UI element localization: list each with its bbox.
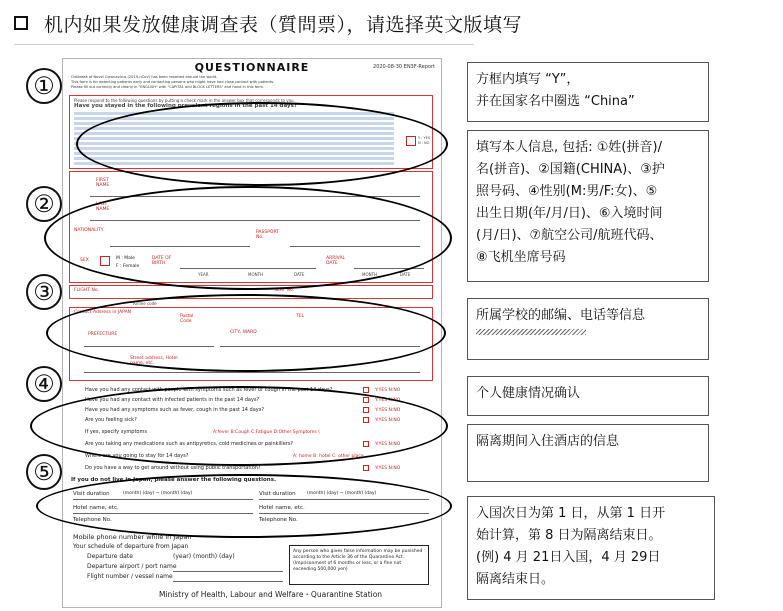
oval-questions xyxy=(30,386,448,466)
step-number-5: ⑤ xyxy=(26,454,62,490)
squiggle-underline xyxy=(476,329,586,335)
annotation-health: 个人健康情况确认 xyxy=(467,376,709,416)
oval-contact xyxy=(46,294,446,372)
step-number-2: ② xyxy=(26,186,62,222)
oval-personal xyxy=(44,186,452,290)
annotation-personal: 填写本人信息, 包括: ①姓(拼音)/ 名(拼音)、②国籍(CHINA)、③护 照号码、④性别(M:男/F:女)、⑤ 出生日期(年/月/日)、⑥入境时间 (月/日)、⑦航空公司/航班代码、 ⑧飞机坐席号码 xyxy=(467,130,709,282)
form-title: QUESTIONNAIRE xyxy=(194,61,310,74)
annotation-hotel: 隔离期间入住酒店的信息 xyxy=(467,424,709,482)
contact-section: Contact Address in JAPAN Postal Code TEL PREFECTURE CITY, WARD Street address, Hotel name, etc. xyxy=(69,307,433,381)
annotation-quarantine: 入国次日为第 1 日，从第 1 日开 始计算，第 8 日为隔离结束日。 (例) 4 月 21日入国，4 月 29日 隔离结束日。 xyxy=(467,496,715,600)
questionnaire-form: QUESTIONNAIRE 2020-08-30 EN3F-Report Outbreak of Novel Coronavirus (2019-nCoV) has been reported around the world. This form is for detecting patients early and contacting persons who might have had close contact with patients. Please fill out correctly and clearly in "ENGLISH" with "CAPITAL and BLOCK LETTERS" and hand in this form. Please respond to the following questions by putting a check mark in the answer box that corresponds to you. Have you stayed in the following prevalent regions in the past 14 days? Y : YES N : NO FIRST NAME LAST NAME NATIONALITY PASSPORT No. SEX M : Male F : Female DATE OF BIRTH ARRIVAL DATE YEAR MONTH DATE MONTH DATE FLIGHT No. SEAT No. Airline code Contact Address in JAPAN Postal Code TEL PREFECTURE CITY, WARD Street address, Hotel name, etc. Have you had any contact with people with symptoms such as fever or cough in the past 14 days? Y:YES N:NO Have you had any contact with infected patients in the past 14 days? Y:YES N:NO Have you had any symptoms such as fever, cough in the past 14 days? Y:YES N:NO Are you feeling sick? Y:YES N:NO If yes, specify symptoms A:fever B:Cough C:Fatigue D:Other Symptoms ( Are you taking any medications such as antipyretics, cold medicines or painkillers? Y:YES N:NO Where are you going to stay for 14 days? A: home B: hotel C: other place Do you have a way to get around without using public transportation? Y:YES N:NO If you do not live in Japan, please answer the following questions. Visit duration (month) (day) ~ (month) (day) Visit duration (month) (day) ~ (month) (day) Hotel name, etc. Hotel name, etc. Telephone No. Telephone No. Mobile phone number while in Japan Your schedule of departure from Japan Departure date (year) (month) (day) Departure airport / port name Flight number / vessel name Any person who gives false information may be punished according to the Article 36 of the Quarantine Act. (Imprisonment of 6 months or less, or a fine not exceeding 500,000 yen) Ministry of Health, Labour and Welfare・Quarantine Station xyxy=(62,58,442,608)
penalty-box: Any person who gives false information may be punished according to the Article 36 of the Quarantine Act. (Imprisonment of 6 months or less, or a fine not exceeding 500,000 yen) xyxy=(289,545,429,585)
step-number-3: ③ xyxy=(26,274,62,310)
flight-section: FLIGHT No. SEAT No. xyxy=(69,285,433,299)
square-bullet-icon xyxy=(14,16,28,30)
oval-region xyxy=(76,102,448,186)
form-footer: Ministry of Health, Labour and Welfare・Quarantine Station xyxy=(159,590,383,599)
step-number-1: ① xyxy=(26,68,62,104)
page-heading xyxy=(14,6,522,40)
form-intro: Outbreak of Novel Coronavirus (2019-nCoV) has been reported around the world. This form is for detecting patients early and contacting persons who might have had close contact with patients. Please fill out correctly and clearly in "ENGLISH" with "CAPITAL and BLOCK LETTERS" and hand in this form. xyxy=(71,75,275,89)
heading-divider xyxy=(14,44,474,45)
annotation-region: 方框内填写 “Y”， 并在国家名中圈选 “China” xyxy=(467,62,709,122)
personal-info-section: FIRST NAME LAST NAME NATIONALITY PASSPORT No. SEX M : Male F : Female DATE OF BIRTH ARRIVAL DATE YEAR MONTH DATE MONTH DATE xyxy=(69,171,433,283)
form-date: 2020-08-30 EN3F-Report xyxy=(373,64,435,70)
heading-text: 机内如果发放健康调查表（質問票），请选择英文版填写 xyxy=(44,13,523,36)
step-number-4: ④ xyxy=(26,366,62,402)
oval-visit xyxy=(36,474,452,538)
annotation-contact: 所属学校的邮编、电话等信息 xyxy=(467,298,709,360)
region-section: Please respond to the following questions by putting a check mark in the answer box that corresponds to you. Have you stayed in the following prevalent regions in the past 14 days? Y : YES N : NO xyxy=(69,95,433,169)
